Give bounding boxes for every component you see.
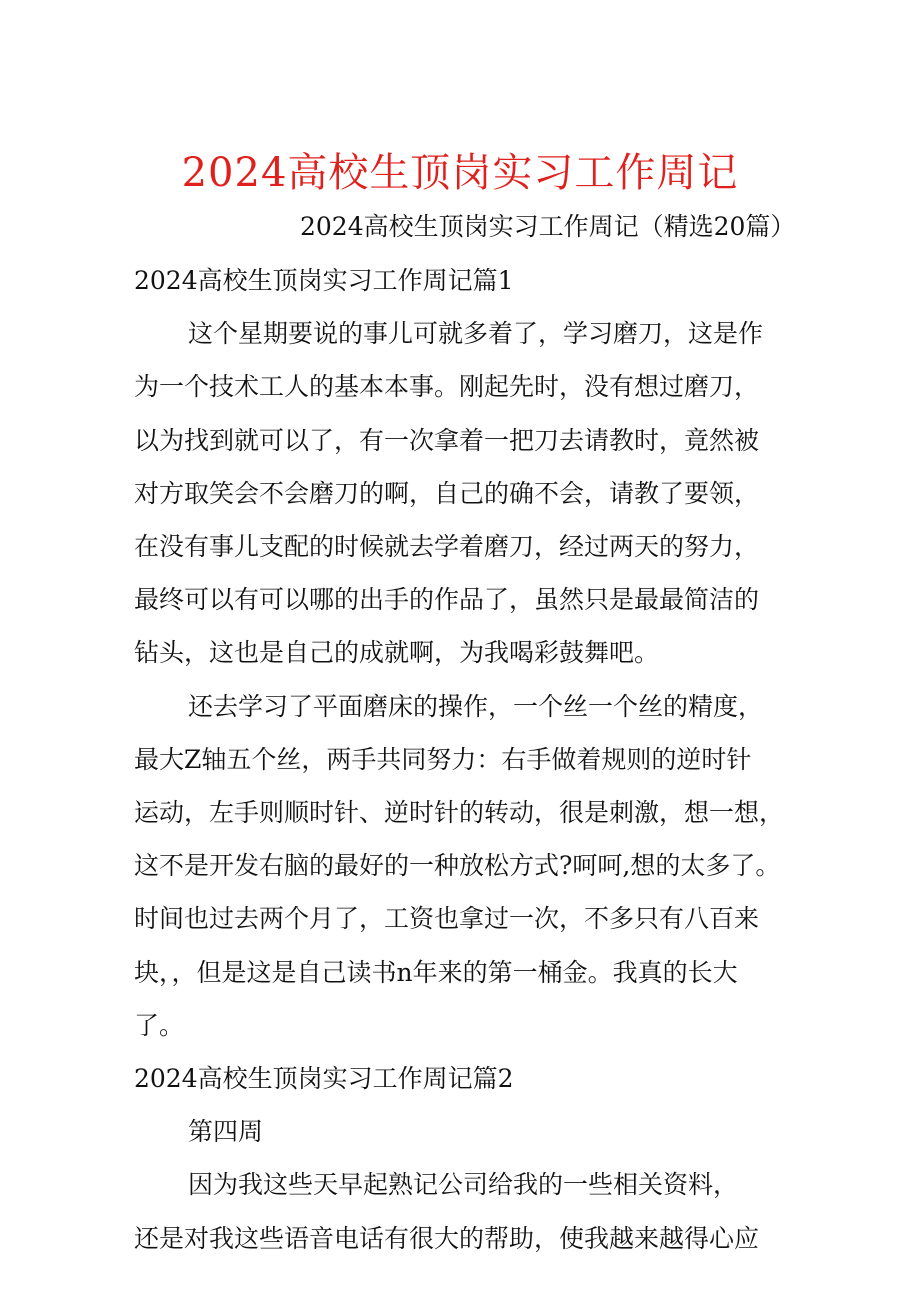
paragraph-line: 这个星期要说的事儿可就多着了，学习磨刀，这是作 [188, 319, 764, 349]
paragraph-line: 为一个技术工人的基本本事。刚起先时，没有想过磨刀， [134, 372, 760, 402]
paragraph-line: 运动，左手则顺时针、逆时针的转动，很是刺激，想一想， [134, 798, 785, 827]
paragraph-line: 最大Z轴五个丝，两手共同努力：右手做着规则的逆时针 [134, 744, 752, 774]
paragraph-line: 最终可以有可以哪的出手的作品了，虽然只是最最简洁的 [134, 585, 760, 615]
document-subtitle: 2024高校生顶岗实习工作周记（精选20篇） [300, 212, 796, 241]
paragraph-line: 块，，但是这是自己读书n年来的第一桶金。我真的长大 [134, 957, 738, 987]
paragraph-line: 还去学习了平面磨床的操作，一个丝一个丝的精度， [188, 691, 764, 721]
paragraph-line: 因为我这些天早起熟记公司给我的一些相关资料， [188, 1170, 739, 1200]
paragraph-line: 了。 [134, 1010, 185, 1040]
paragraph-line: 还是对我这些语音电话有很大的帮助，使我越来越得心应 [134, 1223, 760, 1253]
paragraph-line: 在没有事儿支配的时候就去学着磨刀，经过两天的努力， [134, 532, 760, 561]
document-title: 2024高校生顶岗实习工作周记 [181, 150, 739, 196]
paragraph-line: 这不是开发右脑的最好的一种放松方式?呵呵,想的太多了。 [134, 851, 781, 881]
section-heading: 2024高校生顶岗实习工作周记篇1 [134, 266, 514, 295]
paragraph-line: 钻头，这也是自己的成就啊，为我喝彩鼓舞吧。 [134, 638, 660, 668]
paragraph-line: 时间也过去两个月了，工资也拿过一次，不多只有八百来 [134, 904, 760, 934]
paragraph-line: 对方取笑会不会磨刀的啊，自己的确不会，请教了要领， [134, 478, 760, 508]
paragraph-line: 第四周 [188, 1117, 264, 1147]
paragraph-line: 以为找到就可以了，有一次拿着一把刀去请教时，竟然被 [134, 425, 760, 455]
section-heading: 2024高校生顶岗实习工作周记篇2 [134, 1064, 514, 1093]
